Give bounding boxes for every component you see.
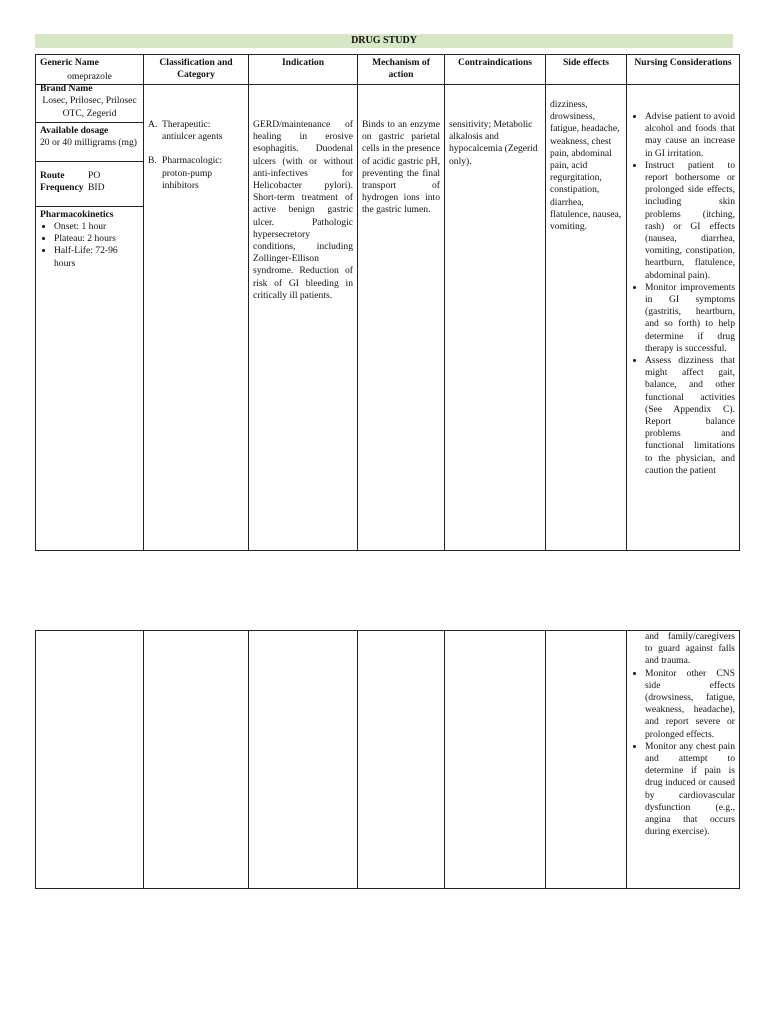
header-side-effects: Side effects	[546, 55, 627, 85]
header-mechanism: Mechanism of action	[358, 55, 445, 85]
header-generic: Generic Name	[36, 55, 144, 85]
indication-cell: GERD/maintenance of healing in erosive esophagitis. Duodenal ulcers (with or without anti-infectives for Helicobacter pylori). Short-term treatment of active benign gastric ulcer. Pathologic hypersecretory conditions, including Zollinger-Ellison syndrome. Reduction of risk of GI bleeding in critically ill patients.	[249, 85, 358, 551]
generic-cell-continued	[36, 631, 144, 889]
mechanism-cell-continued	[358, 631, 445, 889]
nursing-continued-text: and family/caregivers to guard against falls and trauma.	[645, 631, 735, 667]
nursing-item: • Assess dizziness that might affect gait, balance, and other functional activities (See Appendix C). Report balance problems and functional limitations to the physician, and caution the patient	[645, 355, 735, 477]
header-indication: Indication	[249, 55, 358, 85]
dosage-label: Available dosage	[40, 124, 109, 136]
side-effects-cell-continued	[546, 631, 627, 889]
nursing-cell	[627, 85, 740, 551]
drug-study-table-continued	[35, 630, 740, 889]
route-label: Route	[40, 169, 65, 181]
indication-cell-continued	[249, 631, 358, 889]
content-row	[36, 85, 740, 551]
route-value: PO	[88, 169, 101, 181]
pk-onset: • Onset: 1 hour	[54, 221, 139, 233]
header-contraindications: Contraindications	[445, 55, 546, 85]
continued-row	[36, 631, 740, 889]
nursing-item: • Monitor any chest pain and attempt to determine if pain is drug induced or caused by cardiovascular dysfunction (e.g., angina that occurs during exercise).	[645, 741, 735, 839]
pk-plateau: • Plateau: 2 hours	[54, 233, 139, 245]
nursing-cell-continued	[627, 631, 740, 889]
frequency-value: BID	[88, 182, 105, 194]
generic-name: omeprazole	[67, 71, 112, 82]
drug-study-title: DRUG STUDY	[35, 34, 733, 48]
side-effects-cell: dizziness, drowsiness, fatigue, headache, weakness, chest pain, abdominal pain, acid regurgitation, constipation, diarrhea, flatulence, nausea, vomiting.	[546, 85, 627, 551]
classification-therapeutic: A. Therapeutic: antiulcer agents	[148, 119, 223, 143]
contraindications-cell-continued	[445, 631, 546, 889]
classification-pharmacologic: B. Pharmacologic: proton-pump inhibitors	[148, 155, 223, 191]
header-classification: Classification and Category	[144, 55, 249, 85]
contraindications-cell: sensitivity; Metabolic alkalosis and hypocalcemia (Zegerid only).	[445, 85, 546, 551]
classification-cell-continued	[144, 631, 249, 889]
drug-study-table	[35, 54, 740, 551]
nursing-item: • Instruct patient to report bothersome or prolonged side effects, including skin problems (itching, rash) or GI effects (nausea, diarrhea, vomiting, constipation, heartburn, flatulence, abdominal pain).	[645, 160, 735, 282]
pk-label: Pharmacokinetics	[40, 208, 114, 220]
frequency-label: Frequency	[40, 182, 84, 194]
pk-half-life: • Half-Life: 72-96 hours	[54, 245, 139, 269]
nursing-item: • Monitor other CNS side effects (drowsiness, fatigue, weakness, headache), and report severe or prolonged effects.	[645, 668, 735, 741]
generic-cell	[36, 71, 144, 551]
brand-names: Losec, Prilosec, Prilosec OTC, Zegerid	[42, 95, 137, 119]
nursing-item: • Monitor improvements in GI symptoms (gastritis, heartburn, and so forth) to help determine if drug therapy is successful.	[645, 282, 735, 355]
nursing-item: • Advise patient to avoid alcohol and foods that may cause an increase in GI irritation.	[645, 111, 735, 160]
mechanism-cell: Binds to an enzyme on gastric parietal cells in the presence of acidic gastric pH, preventing the final transport of hydrogen ions into the gastric lumen.	[358, 85, 445, 551]
classification-cell	[144, 85, 249, 551]
brand-label: Brand Name	[40, 83, 93, 95]
dosage-value: 20 or 40 milligrams (mg)	[40, 137, 137, 149]
header-nursing: Nursing Considerations	[627, 55, 740, 85]
